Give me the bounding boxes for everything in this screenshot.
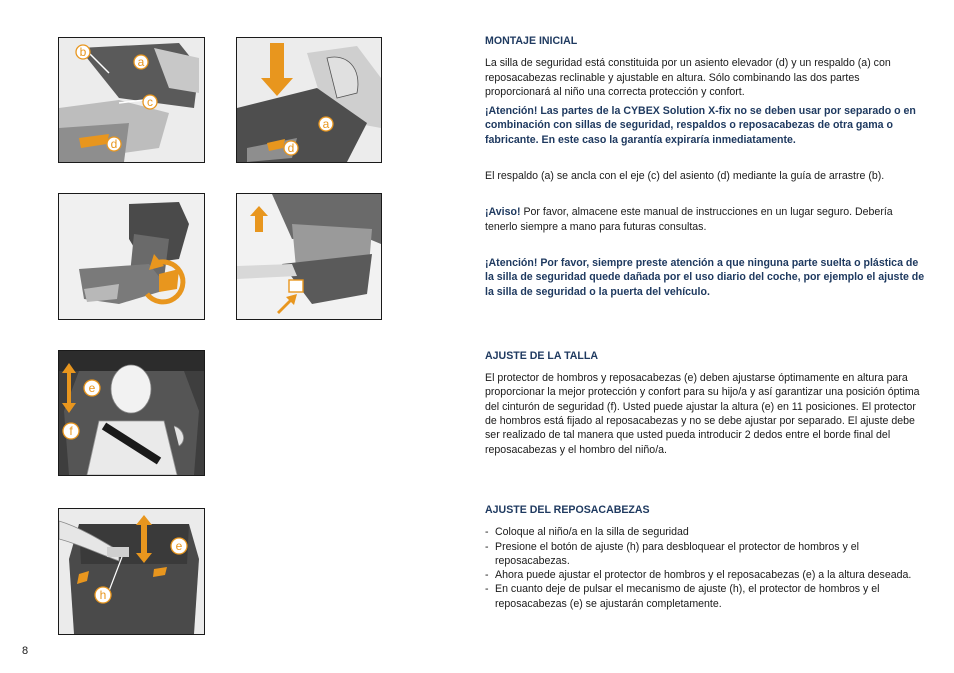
label-b-badge xyxy=(76,45,90,59)
figure-label: e xyxy=(175,539,183,553)
section-heading-montaje: MONTAJE INICIAL xyxy=(485,35,578,47)
montaje-warning-2: ¡Atención! Por favor, siempre preste atención a que ninguna parte suelta o plástica de la silla de seguridad quede dañada por el uso diario del coche, por ejemplo el ajuste de la silla de seguridad o la puerta del vehículo. xyxy=(485,256,925,298)
figure-label: d xyxy=(287,141,295,155)
montaje-aviso xyxy=(485,205,925,234)
figure-height-adjust xyxy=(58,350,205,476)
list-item: - Coloque al niño/a en la silla de seguridad xyxy=(485,525,925,539)
figure-label: f xyxy=(69,424,73,438)
figure-backrest-lift xyxy=(236,193,382,320)
figure-label: a xyxy=(137,55,145,69)
figure-label: d xyxy=(110,137,118,151)
label-c-badge xyxy=(143,95,157,109)
section-heading-talla: AJUSTE DE LA TALLA xyxy=(485,349,598,362)
montaje-paragraph-1: La silla de seguridad está constituida por un asiento elevador (d) y un respaldo (a) con reposacabezas reclinable y ajustable en altura. Sólo combinando las dos partes proporcionará al niño una correcta protección y confort. xyxy=(485,57,891,98)
figure-label: a xyxy=(322,117,330,131)
figure-headrest-adjust xyxy=(58,508,205,635)
list-item: - Presione el botón de ajuste (h) para desbloquear el protector de hombros y el reposacabezas. xyxy=(485,540,925,569)
label-e-badge xyxy=(84,380,100,396)
label-a-badge xyxy=(319,117,333,131)
backrest-lift-illustration xyxy=(237,194,381,319)
figure-seat-press xyxy=(236,37,382,163)
figure-label: c xyxy=(147,95,153,109)
reposacabezas-steps xyxy=(485,525,925,611)
figure-seat-rotation xyxy=(58,193,205,320)
section-heading-reposacabezas: AJUSTE DEL REPOSACABEZAS xyxy=(485,503,650,516)
figure-seat-assembly xyxy=(58,37,205,163)
label-a-badge xyxy=(134,55,148,69)
talla-paragraph-1: El protector de hombros y reposacabezas (e) deben ajustarse óptimamente en altura para proporcionar la mejor protección y confort para su hijo/a y así garantizar una posición óptima del cinturón de seguridad (f). Usted puede ajustar la altura (e) en 11 posiciones. El protector de hombros está fijado al reposacabezas y no se debe ajustar por separado. El ajuste debe ser realizado de tal manera que usted pueda introducir 2 dedos entre el borde final del reposacabezas y el hombro del niño/a. xyxy=(485,372,920,456)
list-item: - Ahora puede ajustar el protector de hombros y el reposacabezas (e) a la altura deseada. xyxy=(485,568,925,582)
label-f-badge xyxy=(63,423,79,439)
figure-label: h xyxy=(99,588,107,602)
instructions-column xyxy=(485,34,925,611)
aviso-text: Por favor, almacene este manual de instrucciones en un lugar seguro. Debería tenerlo siempre a mano para futuras consultas. xyxy=(485,206,893,233)
figure-label: e xyxy=(88,381,96,395)
seat-press-illustration xyxy=(237,38,381,162)
list-item: - En cuanto deje de pulsar el mecanismo de ajuste (h), el protector de hombros y el reposacabezas (e) se ajustarán completamente. xyxy=(485,582,925,611)
page-number: 8 xyxy=(22,645,29,657)
montaje-paragraph-2: El respaldo (a) se ancla con el eje (c) del asiento (d) mediante la guía de arrastre (b). xyxy=(485,170,885,183)
label-d-badge xyxy=(107,137,121,151)
seat-rotation-illustration xyxy=(59,194,204,319)
label-e-badge xyxy=(171,538,187,554)
aviso-lead: ¡Aviso! xyxy=(485,206,521,219)
label-d-badge xyxy=(284,141,298,155)
label-h-badge xyxy=(95,587,111,603)
seat-assembly-illustration xyxy=(59,38,204,162)
figure-label: b xyxy=(79,45,87,59)
montaje-warning-1: ¡Atención! Las partes de la CYBEX Solution X-fix no se deben usar por separado o en combinación con sillas de seguridad, respaldos o reposacabezas de otra gama o fabricante. En este caso la garantía expiraría inmediatamente. xyxy=(485,105,916,146)
height-adjust-illustration xyxy=(59,351,204,475)
headrest-adjust-illustration xyxy=(59,509,204,634)
